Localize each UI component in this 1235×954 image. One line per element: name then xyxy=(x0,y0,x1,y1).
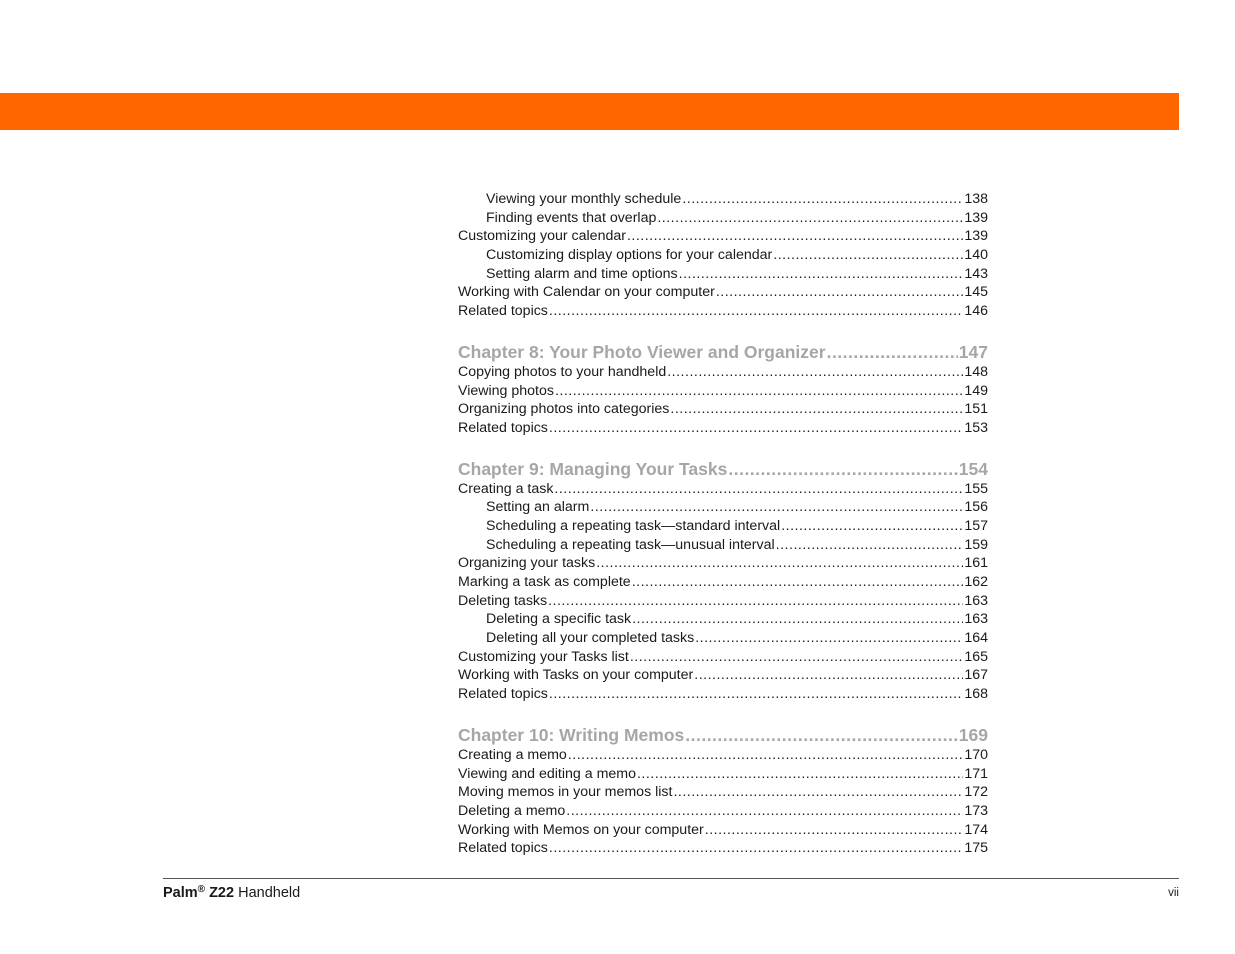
toc-entry-page: 156 xyxy=(964,499,988,516)
toc-entry-page: 138 xyxy=(964,191,988,207)
toc-entry[interactable] xyxy=(458,382,988,401)
footer-page-number: vii xyxy=(1168,887,1179,899)
toc-entry[interactable] xyxy=(458,746,988,765)
dot-leader xyxy=(695,629,963,648)
toc-entry-title: Setting an alarm xyxy=(486,499,590,516)
toc-entry[interactable] xyxy=(458,610,988,629)
footer-model: Z22 xyxy=(209,885,235,901)
toc-entry[interactable] xyxy=(458,648,988,667)
chapter-page: 169 xyxy=(958,724,988,745)
toc-entry-title: Working with Memos on your computer xyxy=(458,821,704,838)
toc-entry-title: Working with Tasks on your computer xyxy=(458,667,694,684)
dot-leader xyxy=(548,592,963,611)
toc-entry-page: 161 xyxy=(964,555,988,572)
chapter-page: 154 xyxy=(958,458,988,479)
toc-entry-page: 171 xyxy=(964,765,988,782)
dot-leader xyxy=(667,363,963,382)
toc-entry-title: Viewing photos xyxy=(458,382,554,399)
toc-entry-page: 172 xyxy=(964,784,988,801)
chapter-heading[interactable] xyxy=(458,724,988,746)
toc-entry[interactable] xyxy=(458,363,988,382)
toc-entry[interactable] xyxy=(458,227,988,246)
footer-product: Handheld xyxy=(238,885,301,901)
toc-entry-page: 146 xyxy=(964,303,988,320)
toc-entry-title: Organizing your tasks xyxy=(458,555,596,572)
toc-entry[interactable] xyxy=(458,246,988,265)
toc-entry[interactable] xyxy=(458,283,988,302)
toc-entry[interactable] xyxy=(458,666,988,685)
toc-entry-page: 140 xyxy=(964,247,988,264)
dot-leader xyxy=(566,802,963,821)
toc-entry[interactable] xyxy=(458,554,988,573)
toc-entry[interactable] xyxy=(458,783,988,802)
toc-entry-title: Customizing display options for your calendar xyxy=(486,247,773,264)
toc-entry-title: Viewing and editing a memo xyxy=(458,765,636,782)
toc-entry[interactable] xyxy=(458,480,988,499)
toc-entry-title: Viewing your monthly schedule xyxy=(486,191,682,207)
toc-entry-title: Deleting tasks xyxy=(458,592,548,609)
toc-entry-page: 139 xyxy=(964,209,988,226)
dot-leader xyxy=(555,382,963,401)
toc-entry-page: 167 xyxy=(964,667,988,684)
toc-entry-title: Related topics xyxy=(458,840,548,857)
dot-leader xyxy=(657,209,963,228)
chapter-heading[interactable] xyxy=(458,341,988,363)
toc-entry-page: 170 xyxy=(964,746,988,763)
toc-entry-page: 174 xyxy=(964,821,988,838)
toc-entry-page: 145 xyxy=(964,284,988,301)
dot-leader xyxy=(673,783,963,802)
toc-entry[interactable] xyxy=(458,302,988,321)
toc-entry-page: 149 xyxy=(964,382,988,399)
table-of-contents xyxy=(458,190,988,858)
toc-entry-title: Deleting a specific task xyxy=(486,611,632,628)
toc-entry-title: Moving memos in your memos list xyxy=(458,784,673,801)
toc-entry[interactable] xyxy=(458,573,988,592)
dot-leader xyxy=(568,746,964,765)
toc-entry-page: 148 xyxy=(964,363,988,380)
footer-divider xyxy=(163,878,1179,879)
toc-entry-title: Working with Calendar on your computer xyxy=(458,284,715,301)
dot-leader xyxy=(632,610,963,629)
toc-entry[interactable] xyxy=(458,629,988,648)
dot-leader xyxy=(728,458,957,480)
toc-entry[interactable] xyxy=(458,419,988,438)
dot-leader xyxy=(682,190,963,209)
toc-entry[interactable] xyxy=(458,592,988,611)
chapter-heading[interactable] xyxy=(458,458,988,480)
dot-leader xyxy=(549,419,963,438)
toc-entry-title: Creating a task xyxy=(458,480,554,497)
dot-leader xyxy=(776,536,964,555)
dot-leader xyxy=(637,765,963,784)
toc-entry[interactable] xyxy=(458,517,988,536)
header-banner xyxy=(0,93,1179,130)
toc-entry[interactable] xyxy=(458,536,988,555)
toc-entry[interactable] xyxy=(458,498,988,517)
chapter-title: Chapter 8: Your Photo Viewer and Organizer xyxy=(458,341,826,362)
toc-entry[interactable] xyxy=(458,400,988,419)
toc-entry-title: Customizing your Tasks list xyxy=(458,648,629,665)
toc-entry-page: 163 xyxy=(964,592,988,609)
chapter-title: Chapter 9: Managing Your Tasks xyxy=(458,458,728,479)
toc-entry-page: 175 xyxy=(964,840,988,857)
toc-entry-title: Marking a task as complete xyxy=(458,574,631,590)
toc-entry-title: Creating a memo xyxy=(458,746,567,763)
toc-entry-page: 143 xyxy=(964,265,988,282)
toc-entry-page: 151 xyxy=(964,401,988,418)
toc-entry-title: Related topics xyxy=(458,303,548,320)
toc-entry-page: 163 xyxy=(964,611,988,628)
dot-leader xyxy=(694,666,963,685)
dot-leader xyxy=(549,685,963,704)
dot-leader xyxy=(590,498,963,517)
toc-entry-page: 159 xyxy=(964,536,988,553)
dot-leader xyxy=(781,517,963,536)
dot-leader xyxy=(827,341,958,363)
toc-entry-title: Deleting a memo xyxy=(458,802,566,819)
dot-leader xyxy=(670,400,963,419)
dot-leader xyxy=(679,265,964,284)
dot-leader xyxy=(630,648,963,667)
toc-entry[interactable] xyxy=(458,802,988,821)
toc-entry-page: 139 xyxy=(964,228,988,245)
toc-entry[interactable] xyxy=(458,839,988,858)
dot-leader xyxy=(549,839,963,858)
dot-leader xyxy=(705,821,964,840)
dot-leader xyxy=(773,246,963,265)
toc-entry-title: Related topics xyxy=(458,686,548,703)
toc-entry[interactable] xyxy=(458,765,988,784)
dot-leader xyxy=(554,480,963,499)
footer-product-name xyxy=(163,884,300,901)
toc-entry-title: Customizing your calendar xyxy=(458,228,626,245)
toc-entry-title: Related topics xyxy=(458,419,548,436)
toc-entry[interactable] xyxy=(458,190,988,209)
toc-entry[interactable] xyxy=(458,821,988,840)
toc-entry-title: Scheduling a repeating task—standard interval xyxy=(486,517,781,534)
toc-entry-page: 168 xyxy=(964,686,988,703)
toc-entry-title: Scheduling a repeating task—unusual interval xyxy=(486,536,775,553)
toc-entry-page: 157 xyxy=(964,517,988,534)
chapter-page: 147 xyxy=(958,341,988,362)
toc-entry-title: Finding events that overlap xyxy=(486,209,657,226)
toc-entry-page: 155 xyxy=(964,480,988,497)
registered-mark: ® xyxy=(197,884,206,895)
toc-entry-title: Setting alarm and time options xyxy=(486,265,678,282)
toc-entry-page: 164 xyxy=(964,630,988,647)
chapter-title: Chapter 10: Writing Memos xyxy=(458,724,685,745)
toc-entry-page: 165 xyxy=(964,648,988,665)
dot-leader xyxy=(716,283,964,302)
toc-entry-page: 173 xyxy=(964,802,988,819)
toc-entry-page: 162 xyxy=(964,574,988,590)
toc-entry[interactable] xyxy=(458,209,988,228)
dot-leader xyxy=(596,554,963,573)
toc-entry[interactable] xyxy=(458,265,988,284)
dot-leader xyxy=(549,302,963,321)
dot-leader xyxy=(632,573,964,592)
dot-leader xyxy=(627,227,963,246)
toc-entry[interactable] xyxy=(458,685,988,704)
dot-leader xyxy=(685,724,958,746)
toc-entry-title: Deleting all your completed tasks xyxy=(486,630,695,647)
footer-brand: Palm xyxy=(163,885,198,901)
toc-entry-title: Organizing photos into categories xyxy=(458,401,670,418)
toc-entry-page: 153 xyxy=(964,419,988,436)
toc-entry-title: Copying photos to your handheld xyxy=(458,363,667,380)
